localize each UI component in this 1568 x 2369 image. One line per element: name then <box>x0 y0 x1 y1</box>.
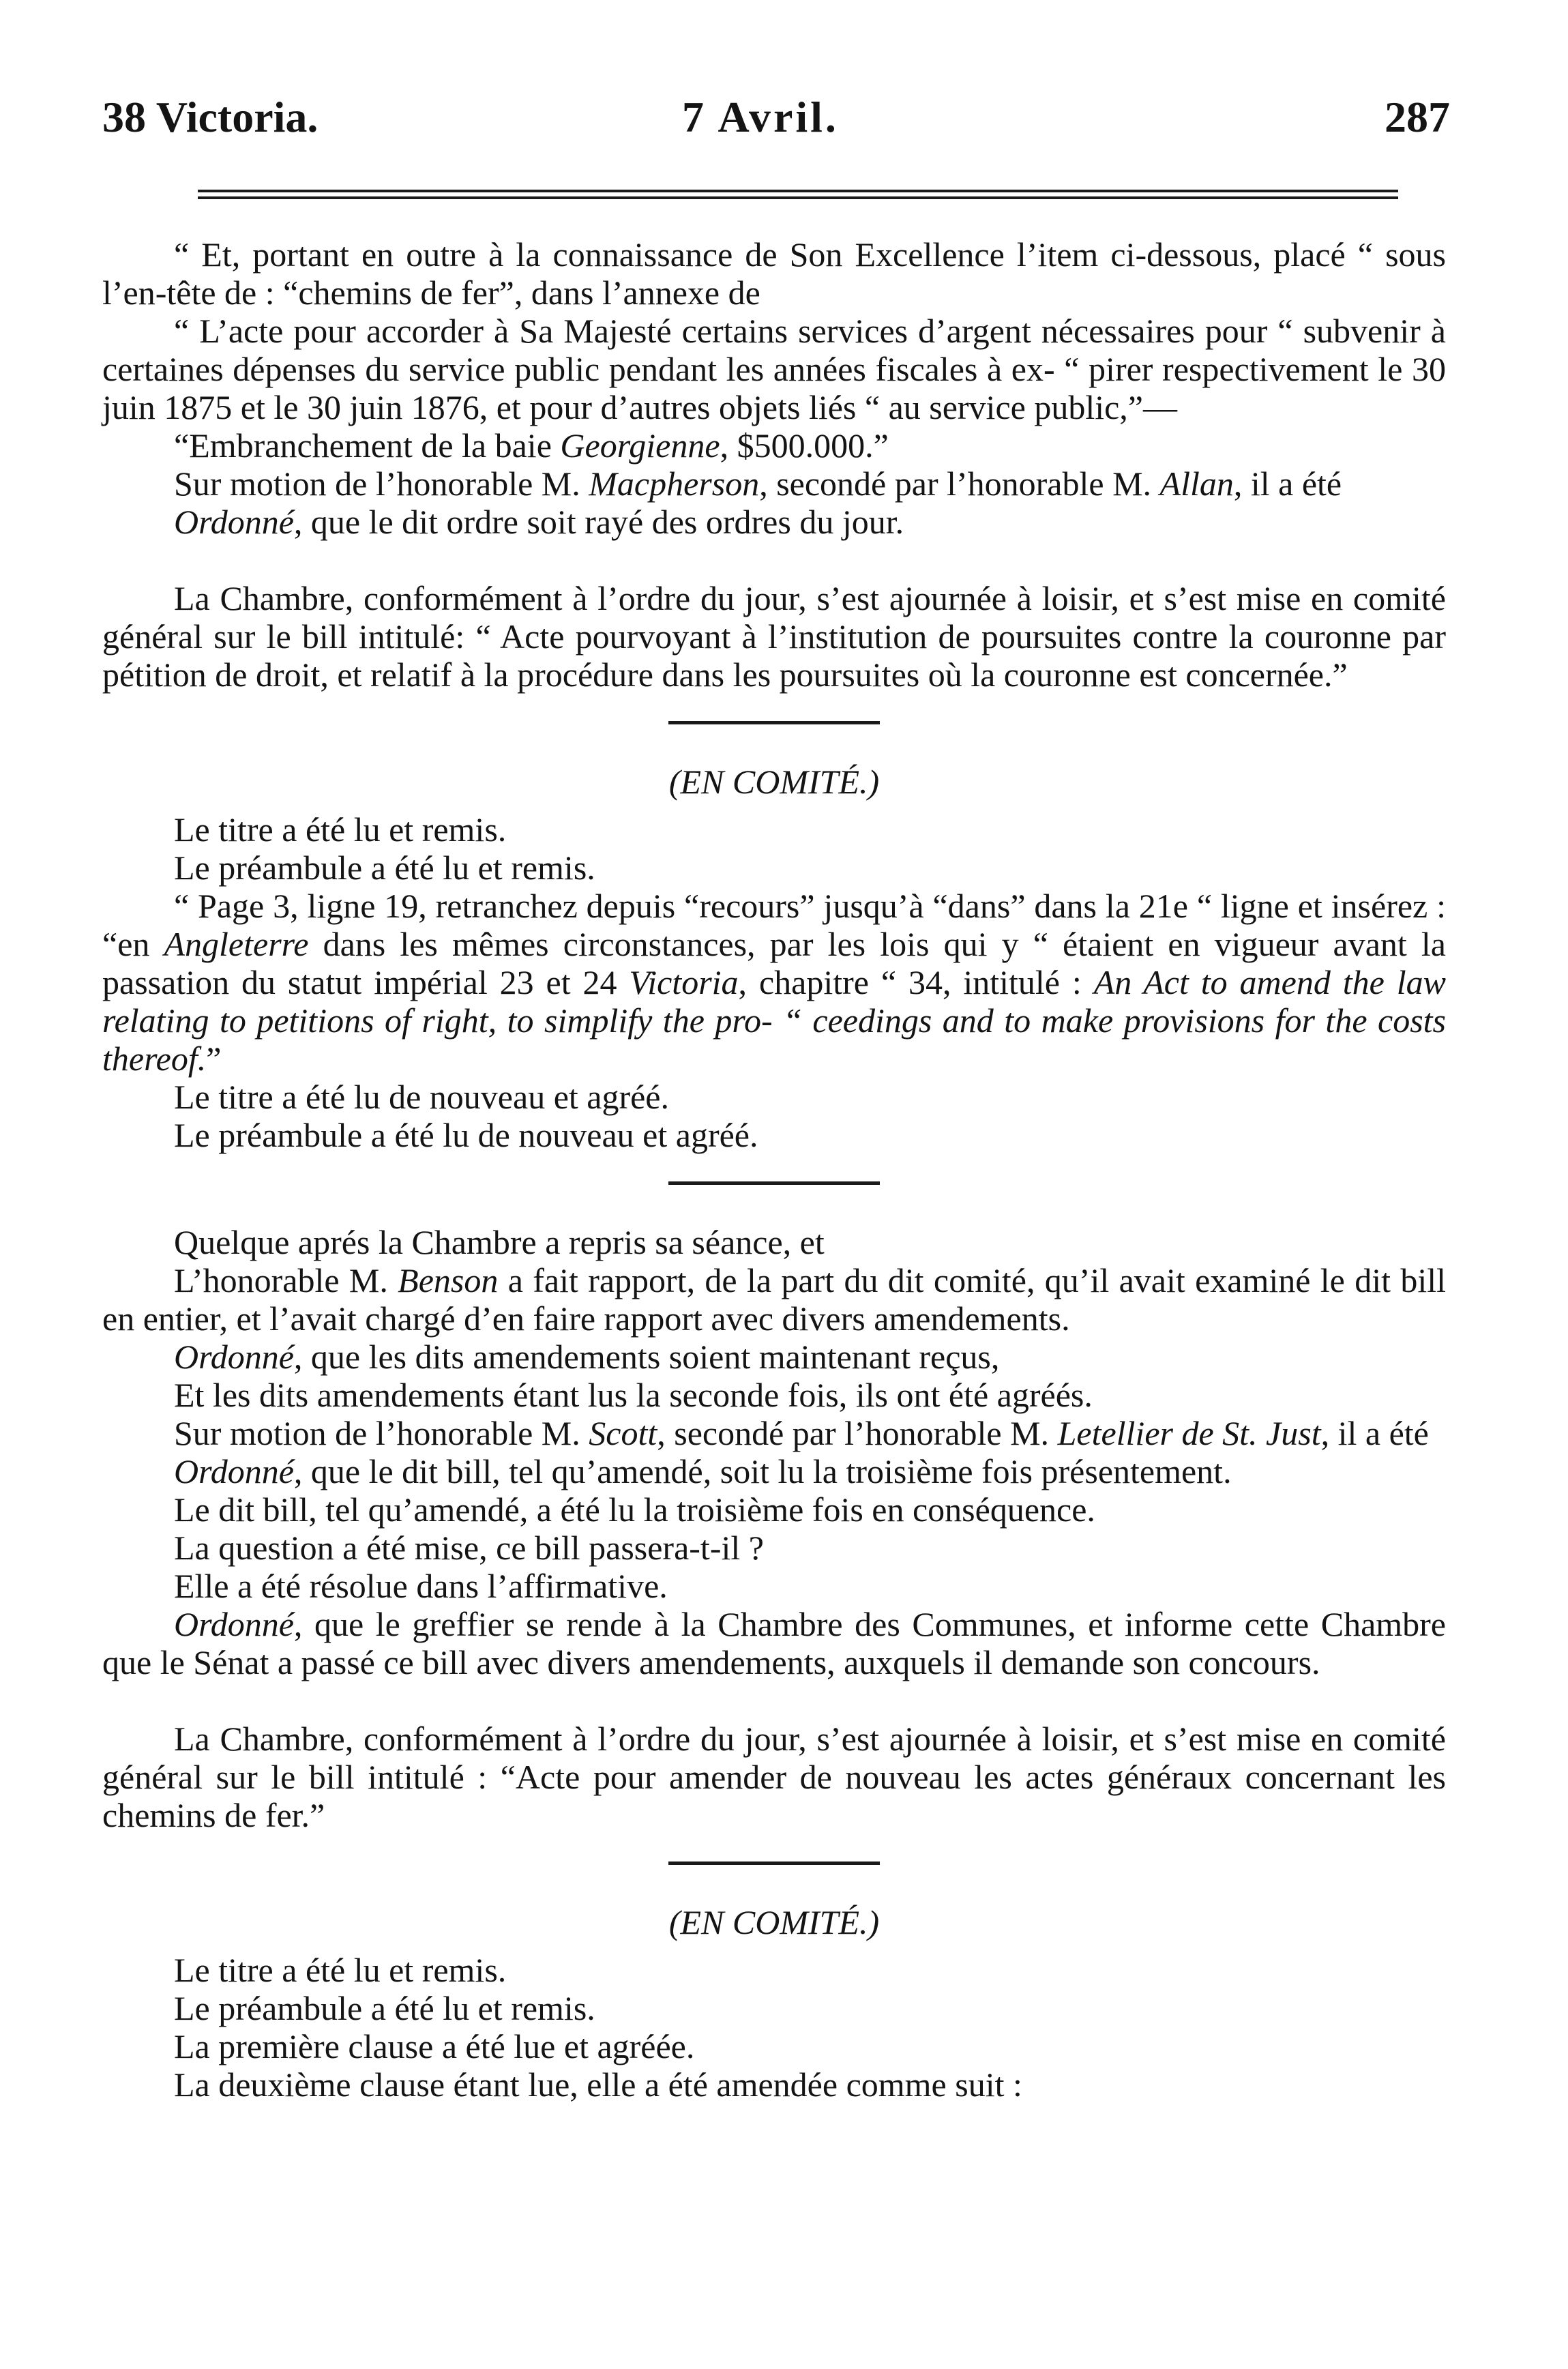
text-run: L’honorable M. <box>174 1261 398 1299</box>
spacer <box>102 1681 1446 1720</box>
text-run: a fait rapport, de la part du dit comité, qu’il avait examiné le dit bill en entier, et l’avait chargé d’en faire rapport avec divers amendements. <box>102 1261 1446 1338</box>
italic-run: Macpherson <box>589 465 760 503</box>
text-run: ” <box>206 1040 222 1078</box>
text-run: , chapitre “ 34, intitulé : <box>738 963 1094 1001</box>
text-run: “ Page 3, ligne 19, retranchez depuis “recours” jusqu’à “dans” dans la 21e “ ligne et insérez : “en <box>102 887 1446 963</box>
paragraph <box>102 1605 1446 1681</box>
paragraph: Le titre a été lu de nouveau et agréé. <box>174 1078 670 1116</box>
paragraph: Le titre a été lu et remis. <box>174 810 507 849</box>
section-heading: (EN COMITÉ.) <box>668 1903 880 1941</box>
running-head-date: 7 Avril. <box>682 93 839 141</box>
text-run: , que les dits amendements soient maintenant reçus, <box>293 1338 1000 1376</box>
paragraph: Le dit bill, tel qu’amendé, a été lu la troisième fois en conséquence. <box>174 1490 1095 1529</box>
text-run: , que le dit bill, tel qu’amendé, soit lu la troisième fois présentement. <box>293 1452 1232 1490</box>
paragraph: “ Et, portant en outre à la connaissance de Son Excellence l’item ci-dessous, placé “ sous l’en-tête de : “chemins de fer”, dans l’annexe de <box>102 235 1446 312</box>
paragraph: Le préambule a été lu et remis. <box>174 849 595 887</box>
text-run: , secondé par l’honorable M. <box>657 1414 1058 1452</box>
paragraph <box>102 426 1446 465</box>
paragraph: La Chambre, conformément à l’ordre du jour, s’est ajournée à loisir, et s’est mise en comité général sur le bill intitulé: “ Acte pourvoyant à l’institution de poursuites contre la couronne par pétition de droit, et relatif à la procédure dans les poursuites où la couronne est concernée.” <box>102 579 1446 694</box>
paragraph: “ L’acte pour accorder à Sa Majesté certains services d’argent nécessaires pour “ subvenir à certaines dépenses du service public pendant les années fiscales à ex- “ pirer respectivement le 30 juin 1875 et le 30 juin 1876, et pour d’autres objets liés “ au service public,”— <box>102 312 1446 426</box>
section-divider <box>668 721 880 724</box>
text-run: , que le greffier se rende à la Chambre des Communes, et informe cette Chambre que le Sénat a passé ce bill avec divers amendements, auxquels il demande son concours. <box>102 1605 1446 1681</box>
italic-run: Georgienne <box>560 426 720 465</box>
paragraph <box>102 887 1446 1078</box>
paragraph <box>102 1414 1446 1452</box>
paragraph: Et les dits amendements étant lus la seconde fois, ils ont été agréés. <box>174 1376 1093 1414</box>
text-run: dans les mêmes circonstances, par les lois qui y “ étaient en vigueur avant la passation du statut impérial 23 et 24 <box>102 925 1446 1001</box>
italic-run: Ordonné <box>174 1338 294 1376</box>
text-run: “Embranchement de la baie <box>174 426 561 465</box>
italic-run: Ordonné <box>174 503 294 541</box>
text-run: , secondé par l’honorable M. <box>759 465 1160 503</box>
header-rule-lower <box>198 196 1398 199</box>
paragraph: La Chambre, conformément à l’ordre du jour, s’est ajournée à loisir, et s’est mise en comité général sur le bill intitulé : “Acte pour amender de nouveau les actes généraux concernant les chemins de fer.” <box>102 1720 1446 1834</box>
paragraph: La deuxième clause étant lue, elle a été amendée comme suit : <box>174 2065 1022 2104</box>
italic-run: Ordonné <box>174 1605 294 1643</box>
paragraph: Le titre a été lu et remis. <box>174 1951 507 1989</box>
italic-run: Benson <box>398 1261 499 1299</box>
paragraph <box>102 503 1446 541</box>
paragraph: Elle a été résolue dans l’affirmative. <box>174 1567 668 1605</box>
section-divider <box>668 1862 880 1865</box>
paragraph <box>102 465 1446 503</box>
paragraph: Le préambule a été lu de nouveau et agréé. <box>174 1116 758 1154</box>
paragraph <box>102 1338 1446 1376</box>
paragraph: Le préambule a été lu et remis. <box>174 1989 595 2027</box>
italic-run: Letellier de St. Just <box>1057 1414 1321 1452</box>
text-run: , que le dit ordre soit rayé des ordres du jour. <box>293 503 904 541</box>
section-heading: (EN COMITÉ.) <box>668 763 880 801</box>
paragraph: La question a été mise, ce bill passera-t-il ? <box>174 1529 764 1567</box>
italic-run: Scott <box>589 1414 657 1452</box>
paragraph <box>102 1261 1446 1338</box>
running-head-session: 38 Victoria. <box>102 93 319 141</box>
italic-run: Victoria <box>629 963 739 1001</box>
page-number: 287 <box>1385 93 1450 141</box>
text-run: Sur motion de l’honorable M. <box>174 1414 589 1452</box>
text-run: , $500.000.” <box>720 426 889 465</box>
section-divider <box>668 1181 880 1185</box>
text-run: , il a été <box>1233 465 1342 503</box>
text-run: Sur motion de l’honorable M. <box>174 465 589 503</box>
text-run: , il a été <box>1320 1414 1429 1452</box>
paragraph <box>102 1452 1446 1490</box>
italic-run: Angleterre <box>164 925 309 963</box>
italic-run: Allan <box>1159 465 1234 503</box>
body-text <box>102 235 1446 2104</box>
paragraph: Quelque aprés la Chambre a repris sa séance, et <box>174 1223 825 1261</box>
italic-run: An Act to amend the law relating to petitions of right, to simplify the pro- “ ceedings and to make provisions for the costs thereof. <box>102 963 1446 1078</box>
paragraph: La première clause a été lue et agréée. <box>174 2027 695 2065</box>
header-rule-upper <box>198 190 1398 192</box>
italic-run: Ordonné <box>174 1452 294 1490</box>
spacer <box>102 541 1446 579</box>
